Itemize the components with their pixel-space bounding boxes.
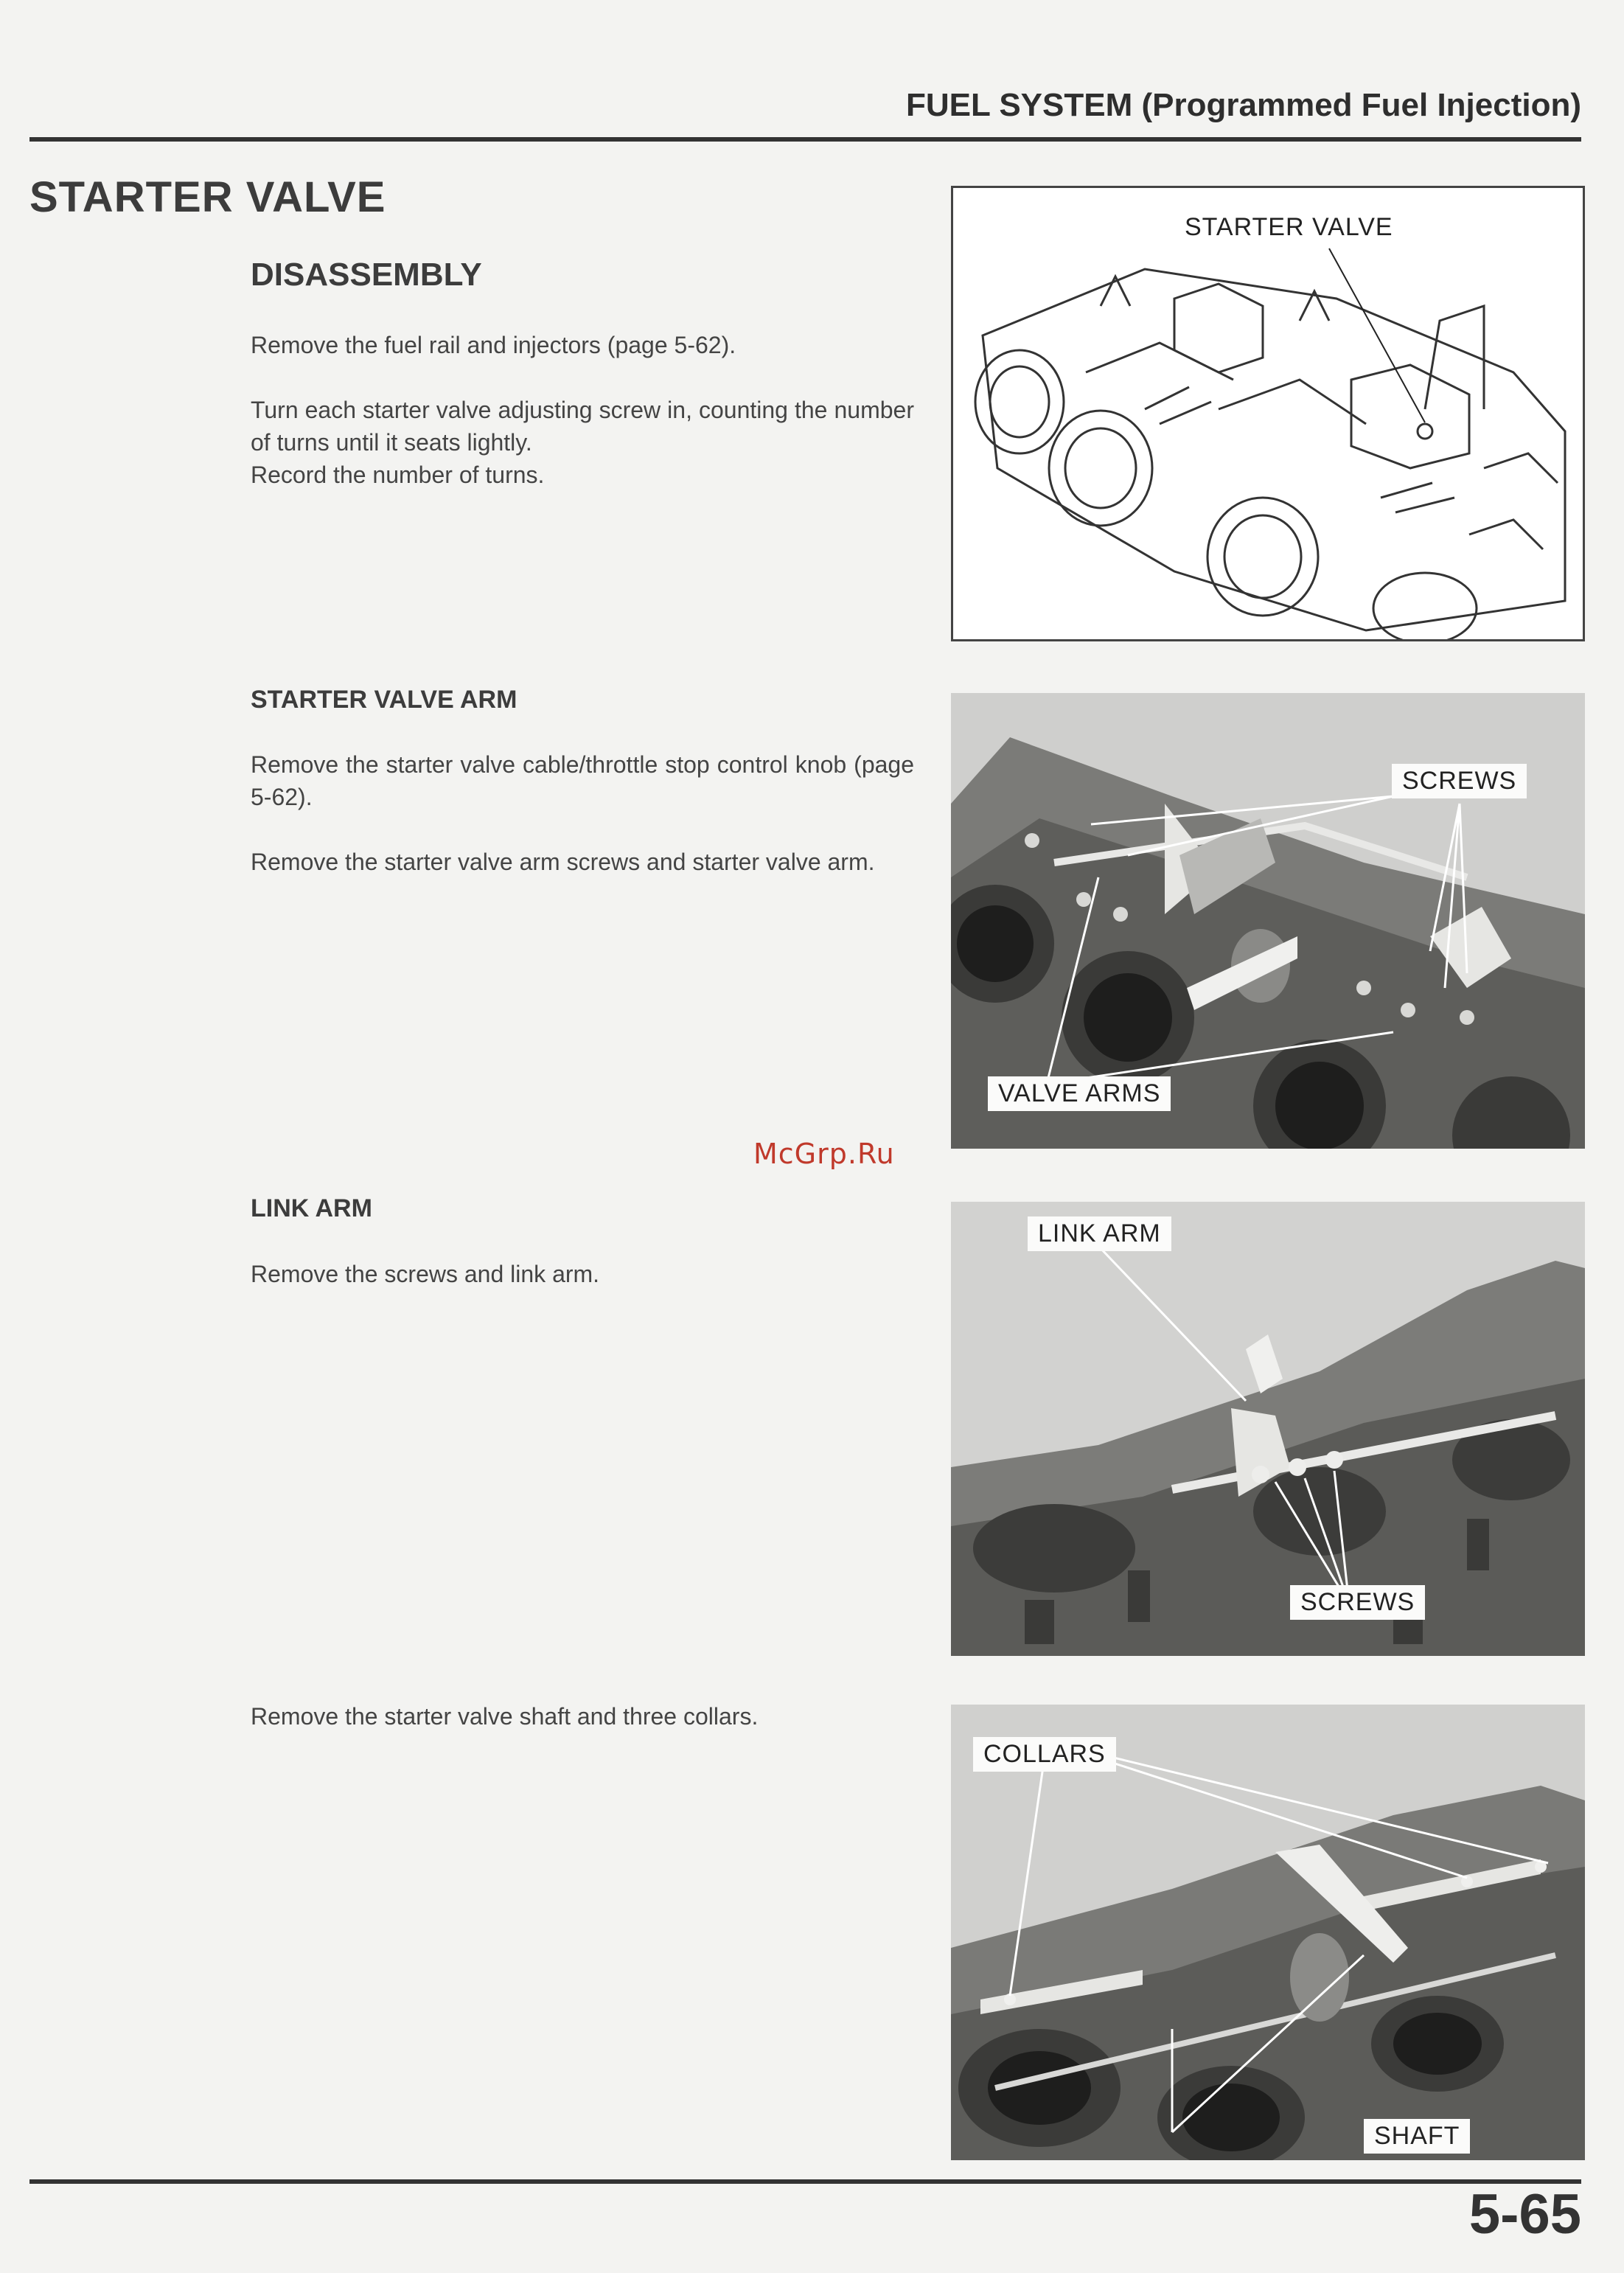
intro-text <box>251 329 914 523</box>
link-arm-label: LINK ARM <box>1028 1216 1171 1251</box>
watermark: McGrp.Ru <box>753 1138 895 1170</box>
shaft-label: SHAFT <box>1364 2119 1470 2154</box>
page-number: 5-65 <box>1468 2183 1581 2246</box>
arm-text <box>251 748 914 911</box>
screws-label: SCREWS <box>1392 764 1527 798</box>
header-rule <box>29 137 1581 142</box>
section-title: STARTER VALVE <box>29 173 386 221</box>
collars-label: COLLARS <box>973 1737 1116 1772</box>
arm-heading: STARTER VALVE ARM <box>251 686 517 714</box>
intro-step-2: Turn each starter valve adjusting screw in, counting the number of turns until it seats lightly. <box>251 397 914 456</box>
collars-shaft-photo <box>951 1705 1585 2160</box>
shaft-text: Remove the starter valve shaft and three collars. <box>251 1703 759 1730</box>
link-arm-photo <box>951 1202 1585 1656</box>
intro-step-3: Record the number of turns. <box>251 462 545 488</box>
valve-arms-photo <box>951 693 1585 1149</box>
link-text: Remove the screws and link arm. <box>251 1261 600 1287</box>
link-arm-photo-art <box>951 1202 1585 1656</box>
arm-step-2: Remove the starter valve arm screws and starter valve arm. <box>251 849 875 875</box>
valve-arms-label: VALVE ARMS <box>988 1076 1171 1111</box>
collars-shaft-photo-art <box>951 1705 1585 2160</box>
chapter-header: FUEL SYSTEM (Programmed Fuel Injection) <box>906 87 1581 123</box>
starter-valve-label: STARTER VALVE <box>1174 210 1404 245</box>
starter-valve-drawing <box>951 186 1585 641</box>
intro-step-1: Remove the fuel rail and injectors (page 5-62). <box>251 332 736 358</box>
subsection-title: DISASSEMBLY <box>251 257 482 293</box>
footer-rule <box>29 2179 1581 2184</box>
screws-label-2: SCREWS <box>1290 1585 1425 1620</box>
link-heading: LINK ARM <box>251 1194 372 1222</box>
arm-step-1: Remove the starter valve cable/throttle stop control knob (page 5-62). <box>251 751 914 810</box>
throttle-body-line-drawing <box>953 188 1583 639</box>
